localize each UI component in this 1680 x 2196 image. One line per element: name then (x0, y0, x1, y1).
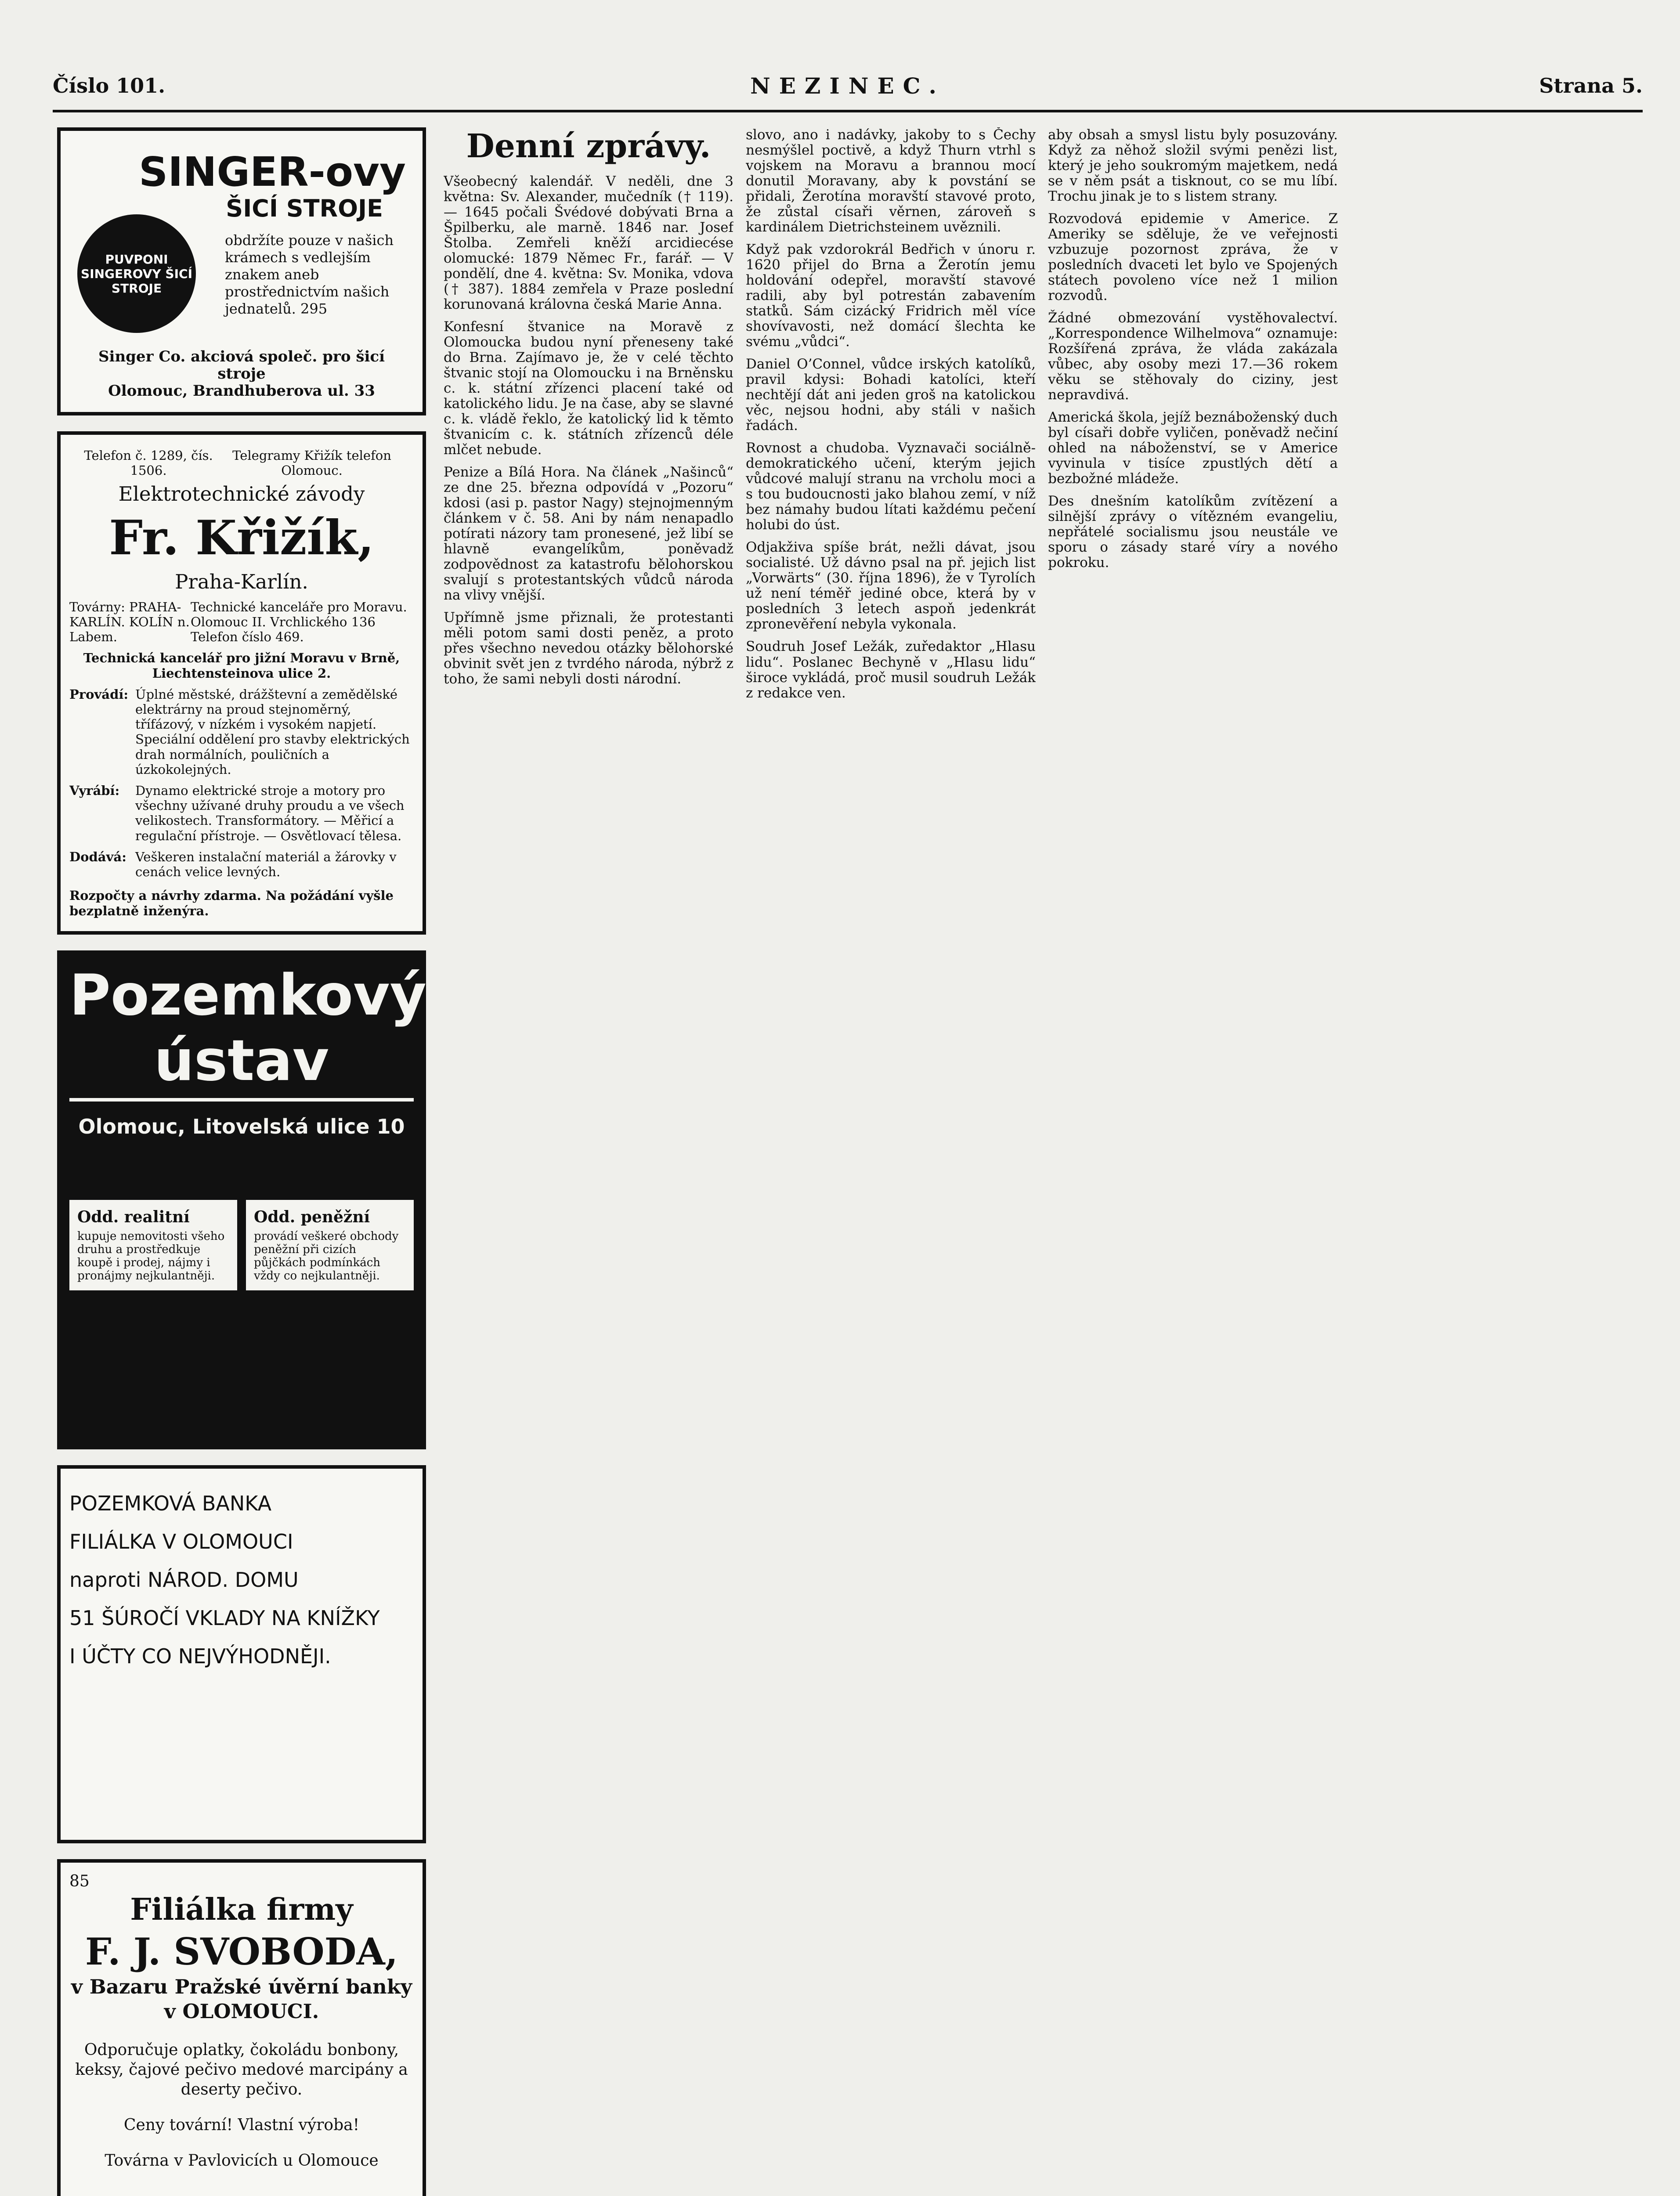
svoboda-title: Filiálka firmy (130, 1892, 353, 1927)
realty-title: Odd. realitní (77, 1208, 190, 1226)
krizik-office: Technické kanceláře pro Moravu. Olomouc II. Vrchlického 136 Telefon číslo 469. (191, 599, 407, 645)
pozemkovy-departments (69, 1200, 414, 1290)
singer-address: Olomouc, Brandhuberova ul. 33 (108, 382, 375, 400)
svoboda-factory: Továrna v Pavlovicích u Olomouce (105, 2151, 379, 2170)
singer-logo: PUVPONI SINGEROVY ŠICÍ STROJE (77, 214, 196, 333)
column-1 (444, 127, 733, 2196)
dodava-text: Veškeren instalační materiál a žárovky v cenách velice levných. (135, 849, 397, 880)
krizik-provadi-row (69, 687, 414, 777)
svoboda-text: Odporučuje oplatky, čokoládu bonbony, keksy, čajové pečivo medové marcipány a deserty pečivo. (75, 2041, 408, 2098)
singer-text: obdržíte pouze v našich krámech s vedlejším znakem aneb prostřednictvím našich jednatelů. 295 (225, 232, 394, 318)
article-paragraph: Americká škola, jejíž beznáboženský duch byl císaři dobře vyličen, poněvadž nečiní ohled na náboženství, se v Americe vyvinula v tisíce zpustlých dětí a bezbožné mládeže. (1048, 409, 1338, 487)
krizik-dodava-row (69, 849, 414, 879)
krizik-telegram: Telegramy Křižík telefon Olomouc. (232, 448, 391, 478)
svoboda-catalog: Ceny tovární! Vlastní výroba! (123, 2116, 360, 2134)
krizik-advertisement (57, 431, 426, 935)
article-columns (444, 127, 1643, 2196)
singer-title: ŠICÍ STROJE (226, 195, 383, 222)
bank-line-4: 51 ŠÚROČÍ VKLADY NA KNÍŽKY (69, 1606, 380, 1630)
vyrabi-text: Dynamo elektrické stroje a motory pro všechny užívané druhy proudu a ve všech velikostech. Transformátory. — Měřicí a regulační přístroje. — Osvětlovací tělesa. (135, 783, 405, 843)
bank-line-5: I ÚČTY CO NEJVÝHODNĚJI. (69, 1644, 331, 1668)
finance-department (246, 1200, 414, 1290)
singer-brand: SINGER-ovy (138, 148, 406, 195)
singer-advertisement (57, 127, 426, 415)
newspaper-header (53, 70, 1643, 112)
krizik-brno-office: Technická kancelář pro jižní Moravu v Brně, Liechtensteinova ulice 2. (83, 650, 400, 681)
article-paragraph: Rovnost a chudoba. Vyznavači sociálně-demokratického učení, kterým jejich vůdcové malují stranu na vrcholu moci a s tou budoucnosti jako blahou zemí, v níž bez námahy budou lítati každému pečení holubi do úst. (746, 440, 1036, 533)
bank-line-3: naproti NÁROD. DOMU (69, 1568, 299, 1592)
pozemkovy-title: Pozemkový ústav (69, 963, 414, 1102)
krizik-factories: Továrny: PRAHA-KARLÍN. KOLÍN n. Labem. (69, 599, 190, 645)
masthead: NEZINEC. (750, 73, 945, 99)
singer-footer (78, 348, 405, 400)
article-paragraph: Když pak vzdorokrál Bedřich v únoru r. 1620 přijel do Brna a Žerotín jemu holdování odepřel, moravští stavové radili, aby byl potrestán zabavením statků. Sám cizácký Fridrich měl více shovívavosti, než domácí šlechta ke svému „vůdci“. (746, 242, 1036, 350)
krizik-offices (69, 600, 414, 645)
svoboda-bank: v Bazaru Pražské úvěrní banky v OLOMOUCI. (71, 1975, 412, 2023)
page-number: Strana 5. (1539, 74, 1643, 98)
article-paragraph: Konfesní štvanice na Moravě z Olomoucka budou nyní přeneseny také do Brna. Zajímavo je, že v celé těchto štvanic stojí na Olomoucku i na Brněnsku c. k. státní zřízenci placení také od katolického lidu. Je na čase, aby se slavné c. k. vládě řeklo, že katolický lid k těmto štvanicím c. k. státních zřízenců déle mlčet nebude. (444, 319, 733, 458)
svoboda-advertisement (57, 1859, 426, 2196)
article-paragraph: slovo, ano i nadávky, jakoby to s Čechy nesmýšlel poctivě, a když Thurn vtrhl s vojskem na Moravu a brannou mocí donutil Moravany, aby k povstání se přidali, Žerotína moravští stavové proto, že zůstal císaři věrnen, zároveň s kardinálem Dietrichsteinem uvěznili. (746, 127, 1036, 235)
finance-title: Odd. peněžní (254, 1208, 370, 1226)
provadi-text: Úplné městské, drážštevní a zemědělské elektrárny na proud stejnoměrný, třífázový, v nízkém i vysokém napjetí. Speciální oddělení pro stavby elektrických drah normálních, pouličních a úzkokolejných. (135, 686, 410, 777)
krizik-name: Fr. Křižík, (109, 510, 374, 566)
article-paragraph: Všeobecný kalendář. V neděli, dne 3 května: Sv. Alexander, mučedník († 119). — 1645 počali Švédové dobývati Brna a Špilberku, ale marně. 1846 nar. Josef Štolba. Zemřeli kněží arcidiecése olomucké: 1879 Němec Fr., farář. — V pondělí, dne 4. května: Sv. Monika, vdova († 387). 1884 zemřela v Praze poslední korunovaná královna česká Marie Anna. (444, 173, 733, 313)
column-3 (1048, 127, 1338, 2196)
vyrabi-label: Vyrábí: (69, 783, 120, 798)
pozemkova-banka-advertisement (57, 1465, 426, 1843)
article-paragraph: aby obsah a smysl listu byly posuzovány. Když za něhož složil svými penězi list, který je jeho soukromým majetkem, nedá se v něm psát a tisknout, co se mu líbí. Trochu jinak je to s listem strany. (1048, 127, 1338, 205)
singer-company: Singer Co. akciová společ. pro šicí stroje (98, 347, 385, 383)
krizik-phone: Telefon č. 1289, čís. 1506. (84, 448, 213, 478)
section-heading: Denní zprávy. (466, 127, 711, 165)
provadi-label: Provádí: (69, 686, 129, 702)
article-paragraph: Soudruh Josef Ležák, zuředaktor „Hlasu lidu“. Poslanec Bechyně v „Hlasu lidu“ široce vykládá, proč musil soudruh Ležák z redakce ven. (746, 639, 1036, 701)
krizik-contacts (78, 448, 405, 478)
svoboda-name: F. J. SVOBODA, (85, 1930, 398, 1973)
finance-text: provádí veškeré obchody peněžní při cizích půjčkách podmínkách vždy co nejkulantněji. (254, 1230, 399, 1282)
column-2 (746, 127, 1036, 2196)
pozemkovy-ustav-advertisement (57, 950, 426, 1449)
svoboda-number: 85 (69, 1872, 90, 1890)
krizik-subtitle: Elektrotechnické závody (118, 482, 365, 506)
dodava-label: Dodává: (69, 849, 126, 864)
article-paragraph: Žádné obmezování vystěhovalectví. „Korrespondence Wilhelmova“ oznamuje: Rozšířená zpráva, že vláda zakázala vůbec, aby osoby mezi 17.—36 rokem věku se stěhovaly do ciziny, jest nepravdivá. (1048, 310, 1338, 403)
krizik-vyrabi-row (69, 783, 414, 843)
article-paragraph: Des dnešním katolíkům zvítězení a silnější zprávy o vítězném evangeliu, nepřátelé socialismu jsou neustále ve sporu o zásady staré víry a nového pokroku. (1048, 493, 1338, 571)
krizik-location: Praha-Karlín. (175, 570, 308, 593)
article-paragraph: Upřímně jsme přiznali, že protestanti měli potom sami dosti peněz, a proto přes všechno nevedou otázky bělohorské obvinit svět jen z tvrdého národa, nýbrž z toho, že sami nebyli dosti národní. (444, 610, 733, 687)
article-paragraph: Odjakživa spíše brát, nežli dávat, jsou socialisté. Už dávno psal na př. jejich list „Vorwärts“ (30. října 1896), že v Tyrolích už není téměř jediné obce, která by v posledních 3 letech aspoň jedenkrát zpronevěření nebyla vykonala. (746, 539, 1036, 632)
article-paragraph: Rozvodová epidemie v Americe. Z Ameriky se sděluje, že ve veřejnosti vzbuzuje pozornost zpráva, že v posledních dvaceti let bylo ve Spojených státech povoleno více než 1 milion rozvodů. (1048, 211, 1338, 304)
article-paragraph: Daniel O’Connel, vůdce irských katolíků, pravil kdysi: Bohadi katolíci, kteří nechtějí dát ani jeden groš na katolickou věc, nejsou hodni, aby stáli v našich řadách. (746, 356, 1036, 434)
advertisement-column (57, 127, 426, 2196)
realty-department (69, 1200, 237, 1290)
bank-line-2: FILIÁLKA V OLOMOUCI (69, 1530, 293, 1553)
realty-text: kupuje nemovitosti všeho druhu a prostředkuje koupě i prodej, nájmy i pronájmy nejkulantněji. (77, 1230, 225, 1282)
krizik-footer: Rozpočty a návrhy zdarma. Na požádání vyšle bezplatně inženýra. (69, 888, 394, 918)
article-paragraph: Penize a Bílá Hora. Na článek „Našinců“ ze dne 25. března odpovídá v „Pozoru“ kdosi (asi p. pastor Nagy) stejnojmenným článkem v č. 58. Ani by nám nenapadlo potírati názory tam pronesené, jež libí se hlavně evangelíkům, poněvadž zodpovědnost za katastrofu bělohorskou svalují s protestantských vůdců národa na vlivy vnější. (444, 464, 733, 603)
issue-number: Číslo 101. (53, 74, 166, 98)
column-4 (1350, 127, 1640, 2196)
pozemkovy-address: Olomouc, Litovelská ulice 10 (78, 1115, 405, 1138)
bank-line-1: POZEMKOVÁ BANKA (69, 1492, 272, 1515)
